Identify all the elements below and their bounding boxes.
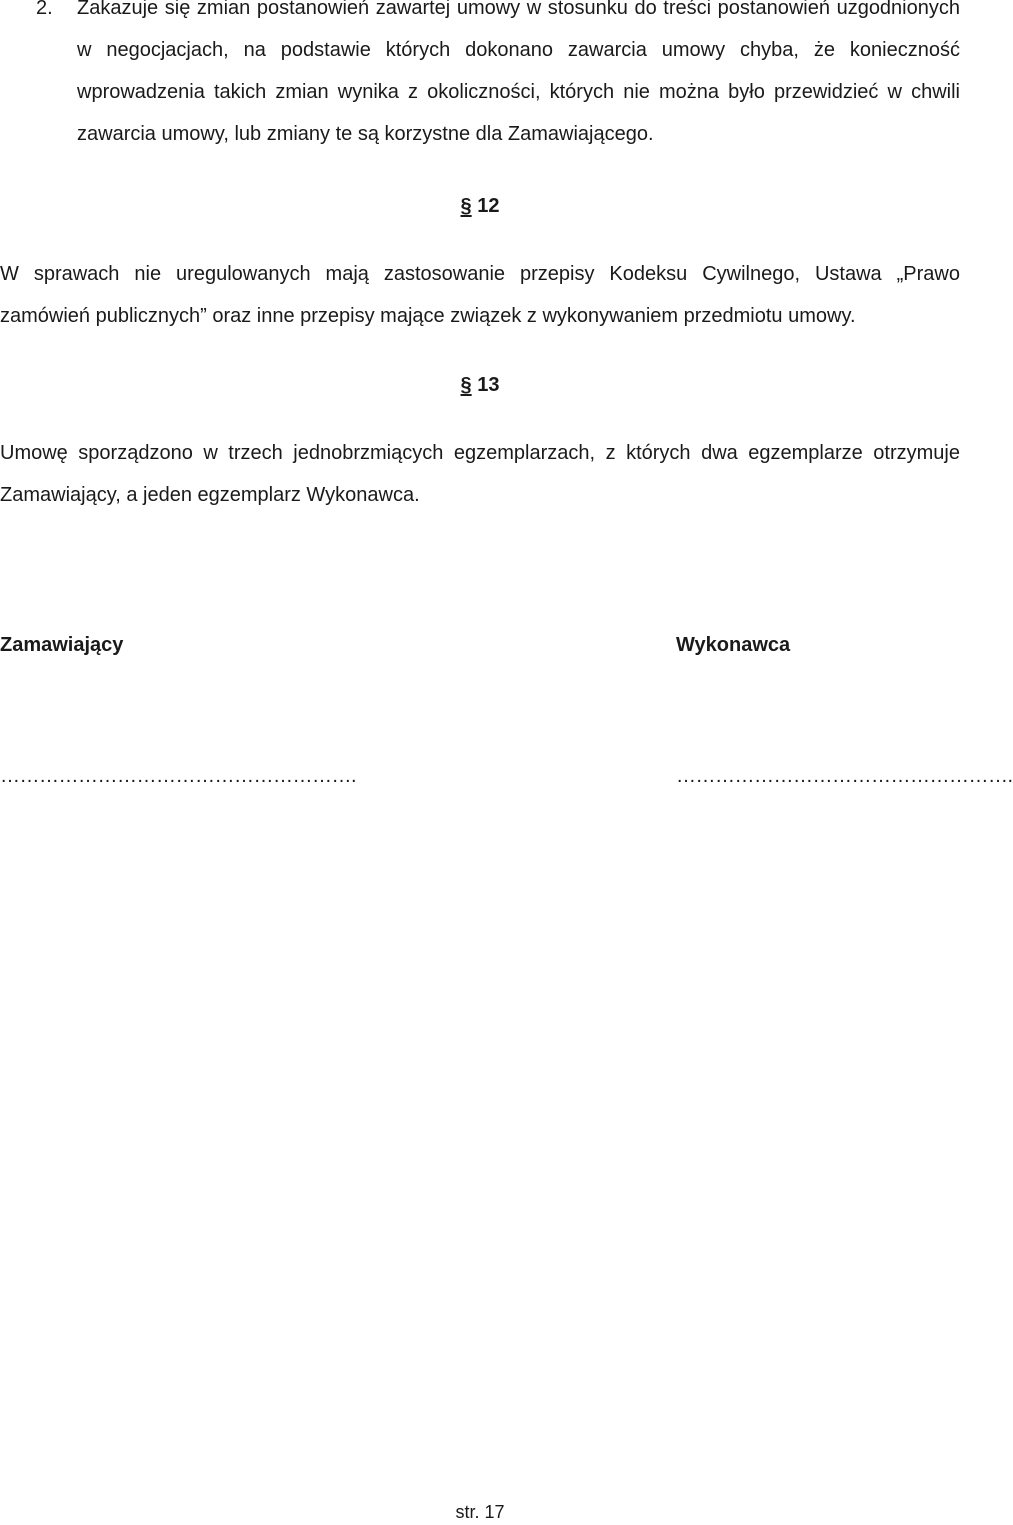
signature-line-wykonawca: ……………………………………………. xyxy=(676,765,1013,787)
clause-text: Zakazuje się zmian postanowień zawartej umowy w stosunku do treści postanowień uzgodnionych w negocjacjach, na podstawie których dokonano zawarcia umowy chyba, że konieczność wprowadzenia takich zmian wynika z okoliczności, których nie można było przewidzieć w chwili zawarcia umowy, lub zmiany te są korzystne dla Zamawiającego. xyxy=(77,0,960,145)
page-number: str. 17 xyxy=(455,1502,505,1522)
clause-number: 2. xyxy=(36,0,53,19)
section-13-paragraph: Umowę sporządzono w trzech jednobrzmiących egzemplarzach, z których dwa egzemplarze otrzymuje Zamawiający, a jeden egzemplarz Wykonawca. xyxy=(0,442,960,506)
signature-label-zamawiajacy: Zamawiający xyxy=(0,634,124,656)
section-number: 12 xyxy=(477,195,500,217)
section-symbol: § xyxy=(460,374,472,396)
section-number: 13 xyxy=(477,374,500,396)
section-13-heading xyxy=(0,371,960,399)
signature-label-wykonawca: Wykonawca xyxy=(676,634,791,656)
section-12-paragraph: W sprawach nie uregulowanych mają zastosowanie przepisy Kodeksu Cywilnego, Ustawa „Prawo zamówień publicznych” oraz inne przepisy mające związek z wykonywaniem przedmiotu umowy. xyxy=(0,263,960,327)
clause-2 xyxy=(0,0,960,155)
section-12-heading xyxy=(0,192,960,220)
section-symbol: § xyxy=(460,195,472,217)
signature-line-zamawiajacy: ………………………………………………. xyxy=(0,765,357,787)
